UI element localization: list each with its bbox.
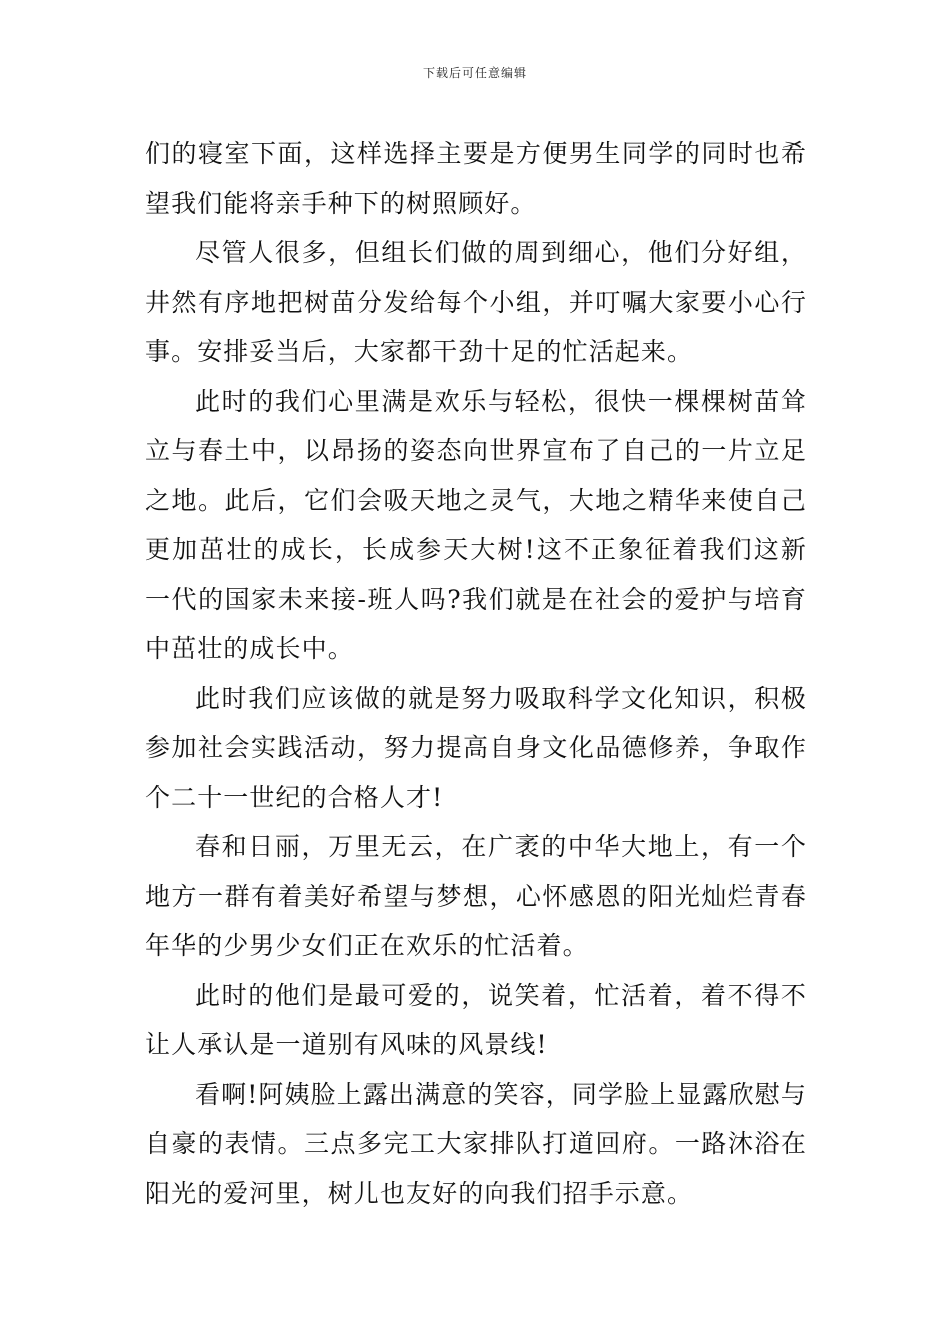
paragraph: 尽管人很多，但组长们做的周到细心，他们分好组，井然有序地把树苗分发给每个小组，并叮嘱大家要小心行事。安排妥当后，大家都干劲十足的忙活起来。 [145,238,807,366]
paragraph: 此时我们应该做的就是努力吸取科学文化知识，积极参加社会实践活动，努力提高自身文化品德修养，争取作个二十一世纪的合格人才! [145,683,807,812]
page-header: 下载后可任意编辑 [422,66,527,80]
paragraph: 此时的他们是最可爱的，说笑着，忙活着，着不得不让人承认是一道别有风味的风景线! [145,980,807,1059]
document-body [145,129,807,1218]
paragraph: 看啊!阿姨脸上露出满意的笑容，同学脸上显露欣慰与自豪的表情。三点多完工大家排队打道回府。一路沐浴在阳光的爱河里，树儿也友好的向我们招手示意。 [145,1079,807,1208]
paragraph-continued: 们的寝室下面，这样选择主要是方便男生同学的同时也希望我们能将亲手种下的树照顾好。 [145,139,807,218]
paragraph: 春和日丽，万里无云，在广袤的中华大地上，有一个地方一群有着美好希望与梦想，心怀感恩的阳光灿烂青春年华的少男少女们正在欢乐的忙活着。 [145,832,807,960]
paragraph: 此时的我们心里满是欢乐与轻松，很快一棵棵树苗耸立与春土中，以昂扬的姿态向世界宣布了自己的一片立足之地。此后，它们会吸天地之灵气，大地之精华来使自己更加茁壮的成长，长成参天大树!这不正象征着我们这新一代的国家未来接-班人吗?我们就是在社会的爱护与培育中茁壮的成长中。 [145,386,807,663]
